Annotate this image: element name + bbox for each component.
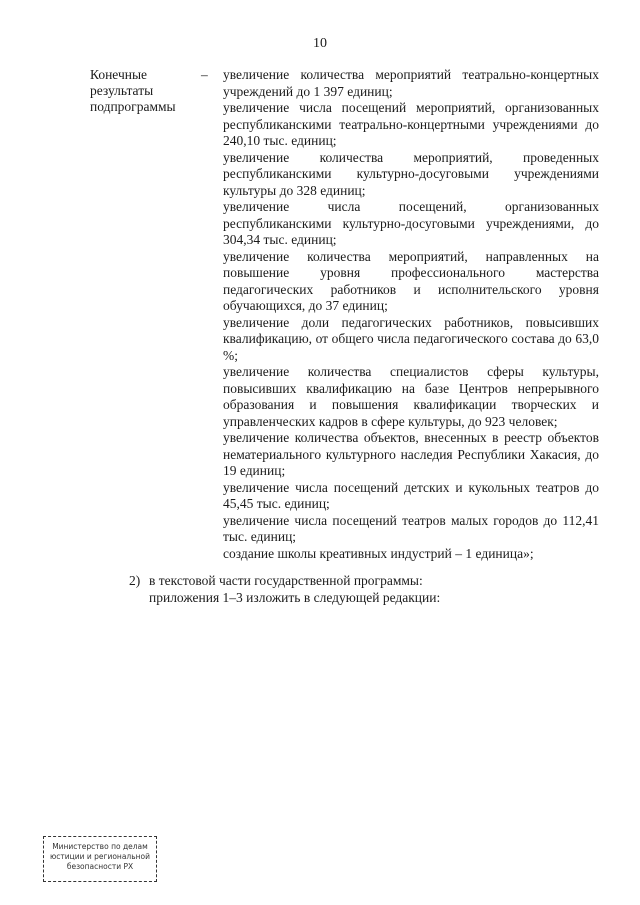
amendment-number: 2)	[129, 573, 141, 588]
registration-stamp	[43, 836, 157, 882]
row-label	[90, 67, 190, 115]
stamp-line: юстиции и региональной	[49, 852, 151, 861]
page-number: 10	[313, 36, 327, 51]
result-item: увеличение количества мероприятий, проведенных республиканскими культурно-досуговыми учреждениями культуры до 328 единиц;	[223, 149, 599, 198]
result-item: создание школы креативных индустрий – 1 единица»;	[223, 545, 534, 561]
amendment-line: приложения 1–3 изложить в следующей редакции:	[149, 590, 441, 605]
stamp-line: безопасности РХ	[66, 862, 134, 871]
row-label-line: результаты	[90, 83, 154, 98]
result-item: увеличение количества объектов, внесенных в реестр объектов нематериального культурного наследия Республики Хакасия, до 19 единиц;	[223, 430, 599, 478]
result-item: увеличение числа посещений, организованных республиканскими культурно-досуговыми учреждениями, до 304,34 тыс. единиц;	[223, 199, 599, 247]
result-item: увеличение количества мероприятий, направленных на повышение уровня профессионального мастерства педагогических работников и исполнительского уровня обучающихся, до 37 единиц;	[223, 248, 599, 313]
result-item: увеличение количества специалистов сферы культуры, повысивших квалификацию на базе Центров непрерывного образования и повышения квалификации творческих и управленческих кадров в сфере культуры, до 923 человек;	[223, 364, 599, 429]
result-item: увеличение числа посещений театров малых городов до 112,41 тыс. единиц;	[223, 512, 599, 544]
amendment-line: в текстовой части государственной программы:	[149, 573, 423, 588]
row-label-line: подпрограммы	[90, 99, 176, 114]
row-label-line: Конечные	[90, 67, 148, 82]
result-item: увеличение количества мероприятий театрально-концертных учреждений до 1 397 единиц;	[223, 67, 599, 99]
results-list	[223, 67, 599, 562]
result-item: увеличение числа посещений детских и кукольных театров до 45,45 тыс. единиц;	[223, 479, 599, 511]
amendment-paragraph	[129, 572, 599, 606]
label-dash: –	[201, 67, 208, 82]
result-item: увеличение доли педагогических работников, повысивших квалификацию, от общего числа педагогического состава до 63,0 %;	[223, 314, 599, 363]
result-item: увеличение числа посещений мероприятий, организованных республиканскими театрально-концертными учреждениями до 240,10 тыс. единиц;	[223, 100, 599, 148]
stamp-line: Министерство по делам	[52, 842, 148, 851]
